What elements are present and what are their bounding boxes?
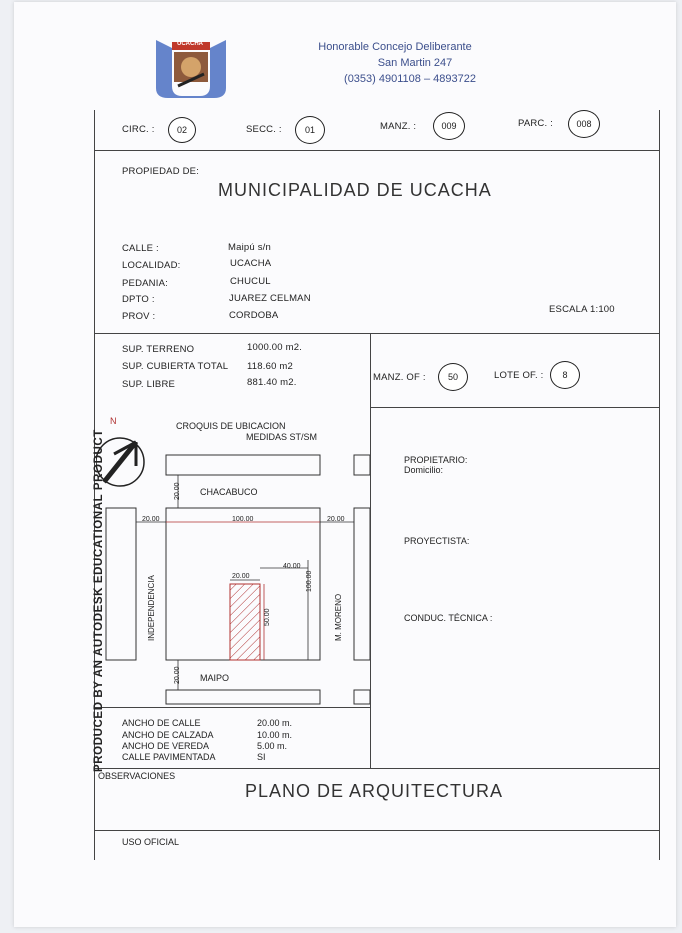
sketch-subtitle: MEDIDAS ST/SM [246,432,318,442]
sup-label-1: SUP. TERRENO [122,344,195,355]
prop-row-label-5: PROV : [122,311,156,322]
sup-value-3: 881.40 m2. [247,377,297,388]
dim-block-height: 100.00 [306,570,313,592]
street-top-label: CHACABUCO [200,487,258,497]
divider-mid [370,333,371,768]
rule-2 [94,333,660,334]
sketch-title: CROQUIS DE UBICACION [176,421,286,431]
lote-of-value: 8 [550,361,580,389]
dim-block-width: 100.00 [232,516,254,523]
rule-1 [94,150,660,151]
circ-value: 02 [168,117,196,143]
owner-field-label: PROPIETARIO: [404,455,468,465]
sup-label-2: SUP. CUBIERTA TOTAL [122,361,229,372]
street-info-value-1: 20.00 m. [257,718,293,728]
street-info-label-1: ANCHO DE CALLE [122,718,201,728]
official-use-label: USO OFICIAL [122,837,180,847]
watermark-text: PRODUCED BY AN AUTODESK EDUCATIONAL PRODUCT [93,429,105,772]
street-info-value-4: SI [257,752,266,762]
org-address: San Martin 247 [377,57,453,69]
plan-title: PLANO DE ARQUITECTURA [245,781,504,801]
location-sketch [96,410,370,706]
street-right-label: M. MORENO [334,593,343,641]
dim-bottom-width: 20.00 [174,666,181,684]
street-info-value-3: 5.00 m. [257,741,288,751]
street-info-value-2: 10.00 m. [257,730,293,740]
org-phone: (0353) 4901108 – 4893722 [344,73,476,85]
dim-left-width: 20.00 [142,516,160,523]
logo-text: UCACHA [177,41,203,47]
street-left-label: INDEPENDENCIA [147,575,156,641]
street-info-label-3: ANCHO DE VEREDA [122,741,210,751]
designer-field-label: PROYECTISTA: [404,536,470,546]
scale-label: ESCALA 1:100 [549,304,615,315]
rule-6 [94,830,660,831]
prop-row-value-5: CORDOBA [229,310,279,321]
dim-lot-depth: 50.00 [264,608,271,626]
rule-5 [94,768,660,769]
lote-of-label: LOTE OF. : [494,370,544,381]
street-bottom-label: MAIPO [200,673,230,683]
dim-lot-offset: 40.00 [283,563,301,570]
frame-right [659,110,660,860]
secc-value: 01 [295,116,325,144]
manz-of-label: MANZ. OF : [373,372,426,383]
sup-value-1: 1000.00 m2. [247,342,303,353]
dim-lot-front: 20.00 [232,573,250,580]
prop-row-value-4: JUAREZ CELMAN [229,293,311,304]
prop-row-label-2: LOCALIDAD: [122,260,181,271]
org-name: Honorable Concejo Deliberante [318,41,472,53]
technical-field-label: CONDUC. TÉCNICA : [404,613,493,623]
secc-label: SECC. : [246,124,282,135]
rule-4 [94,707,370,708]
prop-row-value-3: CHUCUL [230,276,271,287]
circ-label: CIRC. : [122,124,155,135]
street-info-label-2: ANCHO DE CALZADA [122,730,214,740]
prop-row-label-3: PEDANIA: [122,278,168,289]
manz-value: 009 [433,112,465,140]
owner-name: MUNICIPALIDAD DE UCACHA [218,180,492,200]
manz-label: MANZ. : [380,121,417,132]
municipal-logo [150,34,232,100]
prop-row-value-1: Maipú s/n [228,242,271,253]
prop-row-value-2: UCACHA [230,258,272,269]
dim-right-width: 20.00 [327,516,345,523]
rule-3 [370,407,660,408]
parc-label: PARC. : [518,118,554,129]
parc-value: 008 [568,110,600,138]
prop-row-label-1: CALLE : [122,243,159,254]
domicile-field-label: Domicilio: [404,465,444,475]
manz-of-value: 50 [438,363,468,391]
owner-label: PROPIEDAD DE: [122,166,200,177]
sup-value-2: 118.60 m2 [247,361,293,372]
north-label: N [110,416,117,426]
sup-label-3: SUP. LIBRE [122,379,176,390]
prop-row-label-4: DPTO : [122,294,155,305]
observations-label: OBSERVACIONES [98,771,176,781]
dim-top-width: 20.00 [174,482,181,500]
street-info-label-4: CALLE PAVIMENTADA [122,752,216,762]
